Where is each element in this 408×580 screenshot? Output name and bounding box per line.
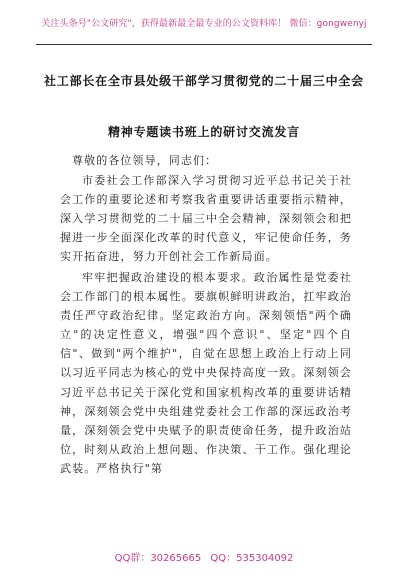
greeting: 尊敬的各位领导，同志们： <box>72 154 218 167</box>
header-divider <box>36 44 372 45</box>
promo-banner: 关注头条号"公文研究"，获得最新最全最专业的公文资料库！ 微信：gongwenyj <box>41 19 367 29</box>
footer-qq-contact: QQ群：30265665 QQ：535304092 <box>114 553 294 564</box>
document-title-line-2: 精神专题读书班上的研讨交流发言 <box>107 125 300 139</box>
document-body-2 <box>60 268 352 478</box>
paragraph-2: 牢牢把握政治建设的根本要求。政治属性是党委社会工作部门的根本属性。要旗帜鲜明讲政治，扛牢政治责任严守政治纪律。坚定政治方向。深刻领悟"两个确立"的决定性意义，增强"四个意识"、坚定"四个自信"、做到"两个维护"，自觉在思想上政治上行动上同以习近平同志为核心的党中央保持高度一致。深刻领会习近平总书记关于深化党和国家机构改革的重要讲话精神，深刻领会党中央组建党委社会工作部的深远政治考量，深刻领会党中央赋予的职责使命任务，提升政治站位，时刻从政治上想问题、作决策、干工作。强化理论武装。严格执行"第 <box>60 271 352 475</box>
paragraph-1: 市委社会工作部深入学习贯彻习近平总书记关于社会工作的重要论述和考察我省重要讲话重要指示精神，深入学习贯彻党的二十届三中全会精神，深刻领会和把握进一步全面深化改革的时代意义，牢记使命任务，务实开拓奋进，努力开创社会工作新局面。 <box>60 174 352 264</box>
document-title-line-1: 社工部长在全市县处级干部学习贯彻党的二十届三中全会 <box>43 74 364 88</box>
document-body-1 <box>60 171 352 266</box>
